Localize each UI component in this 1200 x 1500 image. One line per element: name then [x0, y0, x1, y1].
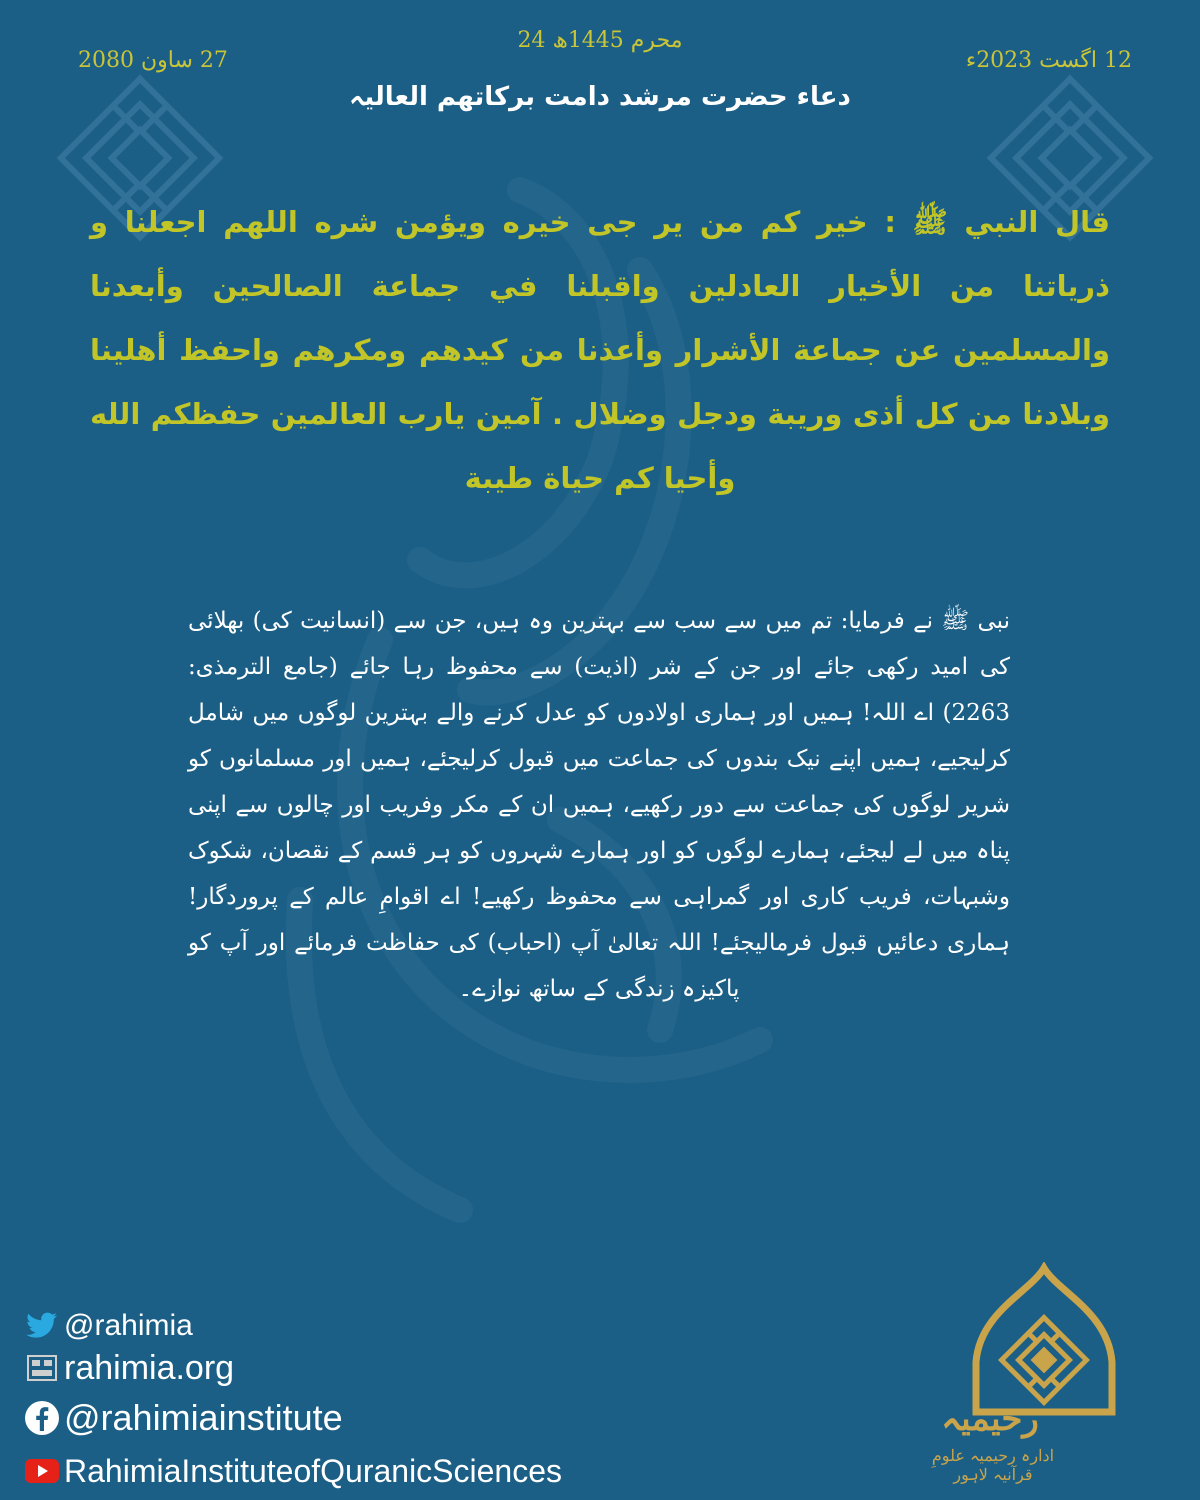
urdu-translation-text: نبی ﷺ نے فرمایا: تم میں سے سب سے بہترین وہ ہیں، جن سے (انسانیت کی) بھلائی کی امید رکھی جائے اور جن کے شر (اذیت) سے محفوظ رہا جائے (جامع الترمذی: 2263) اے اللہ! ہمیں اور ہماری اولادوں کو عدل کرنے والے بہترین لوگوں میں شامل کرلیجیے، ہمیں اپنے نیک بندوں کی جماعت میں قبول کرلیجئے، ہمیں اور مسلمانوں کو شریر لوگوں کی جماعت سے دور رکھیے، ہمیں ان کے مکر وفریب اور چالوں سے اپنی پناہ میں لے لیجئے، ہمارے لوگوں کو اور ہمارے شہروں کو ہر قسم کے نقصان، شکوک وشبہات، فریب کاری اور گمراہی سے محفوظ رکھیے! اے اقوامِ عالم کے پروردگار! ہماری دعائیں قبول فرمالیجئے! اللہ تعالیٰ آپ (احباب) کی حفاظت فرمائے اور آپ کو پاکیزہ زندگی کے ساتھ نوازے۔ [188, 608, 1010, 1002]
hijri-date: 24 محرم 1445ھ [517, 28, 683, 53]
youtube-link[interactable] [24, 1446, 744, 1496]
website-url: rahimia.org [64, 1348, 235, 1387]
logo-knot [1002, 1318, 1087, 1403]
gregorian-date: 12 اگست 2023ء [965, 48, 1132, 73]
social-links [24, 1306, 744, 1496]
twitter-handle: @rahimia [64, 1309, 193, 1342]
web-globe-icon [24, 1350, 60, 1386]
bikrami-date: 27 ساون 2080 [78, 48, 228, 73]
youtube-icon [24, 1453, 60, 1489]
logo-wordmark: رحیمیہ [941, 1399, 1039, 1439]
twitter-bird-icon [24, 1308, 60, 1344]
facebook-handle: @rahimiainstitute [64, 1397, 343, 1438]
facebook-link[interactable] [24, 1390, 744, 1446]
twitter-link[interactable] [24, 1306, 744, 1346]
website-link[interactable] [24, 1346, 744, 1390]
logo-subtitle: ادارہ رحیمیہ علومِ قرآنیہ لاہور [931, 1446, 1055, 1484]
dome-outline [976, 1268, 1112, 1412]
page-title: دعاء حضرت مرشد دامت برکاتھم العالیہ [349, 82, 851, 112]
youtube-channel: RahimiaInstituteofQuranicSciences [64, 1452, 563, 1489]
arabic-dua-text: قال النبي ﷺ : خير كم من ير جى خيره ويؤمن شره اللهم اجعلنا و ذرياتنا من الأخيار العادلين واقبلنا في جماعة الصالحين وأبعدنا والمسلمين عن جماعة الأشرار وأعذنا من كيدهم ومكرهم واحفظ أهلينا وبلادنا من كل أذى وريبة ودجل وضلال . آمين يارب العالمين حفظكم الله وأحيا كم حياة طيبة [90, 205, 1110, 495]
facebook-icon [24, 1400, 60, 1436]
